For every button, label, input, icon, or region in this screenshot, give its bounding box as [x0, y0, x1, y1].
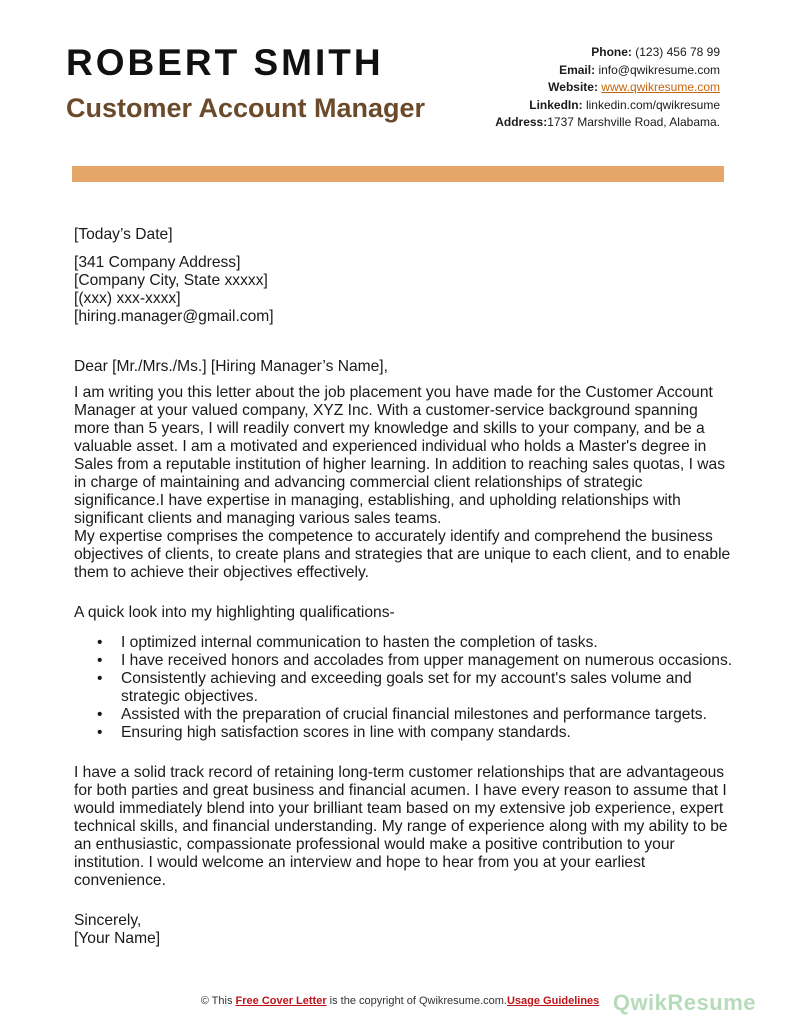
recipient-line: [hiring.manager@gmail.com] [74, 308, 274, 325]
body-paragraph-2: My expertise comprises the competence to accurately identify and comprehend the business objectives of clients, to create plans and strategies that are unique to each client, and to enable them to achieve their objectives effectively. [74, 528, 731, 581]
contact-block [495, 44, 720, 132]
body-paragraph-3: I have a solid track record of retaining long-term customer relationships that are advantageous for both parties and great business and financial acumen. I have every reason to assume that I would immediately blend into your brilliant team based on my extensive job experience, expert technical skills, and financial understanding. My range of experience along with my ability to be an enthusiastic, compassionate professional would make a positive contribution to your institution. I would welcome an interview and hope to hear from you at your earliest convenience. [74, 764, 728, 889]
closing: Sincerely, [74, 912, 142, 929]
signature: [Your Name] [74, 930, 161, 947]
contact-address: Address:1737 Marshville Road, Alabama. [495, 115, 720, 129]
phone-value: (123) 456 78 99 [635, 45, 720, 59]
qualifications-intro: A quick look into my highlighting qualifications- [74, 604, 395, 621]
linkedin-value: linkedin.com/qwikresume [585, 97, 720, 112]
letter-date: [Today’s Date] [74, 226, 173, 243]
accent-divider [72, 166, 724, 182]
copyright-footer: © This Free Cover Letter is the copyright of Qwikresume.com.Usage Guidelines [200, 995, 600, 1007]
list-item: • I optimized internal communication to hasten the completion of tasks. [121, 634, 734, 652]
recipient-line: [Company City, State xxxxx] [74, 272, 268, 289]
recipient-line: [341 Company Address] [74, 254, 241, 271]
salutation: Dear [Mr./Mrs./Ms.] [Hiring Manager’s Name], [74, 358, 388, 375]
list-item: • Ensuring high satisfaction scores in line with company standards. [121, 724, 734, 742]
email-value: info@qwikresume.com [598, 62, 720, 77]
recipient-address [74, 254, 734, 326]
qualifications-list [74, 634, 734, 742]
contact-email: Email: info@qwikresume.com [559, 62, 720, 77]
contact-website: Website: www.qwikresume.com [548, 80, 720, 94]
body-paragraph-1: I am writing you this letter about the job placement you have made for the Customer Account Manager at your valued company, XYZ Inc. With a customer-service background spanning more than 5 years, I will readily convert my knowledge and skills to your company, and be a valuable asset. I am a motivated and experienced individual who holds a Master's degree in Sales from a reputable institution of higher learning. In addition to reaching sales quotas, I was in charge of maintaining and advancing commercial client relationships of strategic significance.I have expertise in managing, establishing, and upholding relationships with significant clients and managing various sales teams. [74, 384, 725, 527]
list-item: • Consistently achieving and exceeding goals set for my account's sales volume and strategic objectives. [121, 670, 734, 706]
qwikresume-logo: QwikResume [612, 990, 756, 1015]
list-item: • Assisted with the preparation of crucial financial milestones and performance targets. [121, 706, 734, 724]
job-title: Customer Account Manager [66, 93, 426, 123]
contact-linkedin: LinkedIn: linkedin.com/qwikresume [529, 97, 720, 112]
candidate-name: ROBERT SMITH [66, 42, 384, 83]
list-item: • I have received honors and accolades from upper management on numerous occasions. [121, 652, 734, 670]
contact-phone: Phone: (123) 456 78 99 [591, 45, 720, 59]
recipient-line: [(xxx) xxx-xxxx] [74, 290, 181, 307]
usage-guidelines-link[interactable]: Usage Guidelines [506, 995, 600, 1007]
address-value: 1737 Marshville Road, Alabama. [547, 115, 720, 129]
free-cover-letter-link[interactable]: Free Cover Letter [235, 995, 327, 1007]
letter-body [74, 226, 734, 948]
website-link[interactable]: www.qwikresume.com [601, 80, 720, 94]
